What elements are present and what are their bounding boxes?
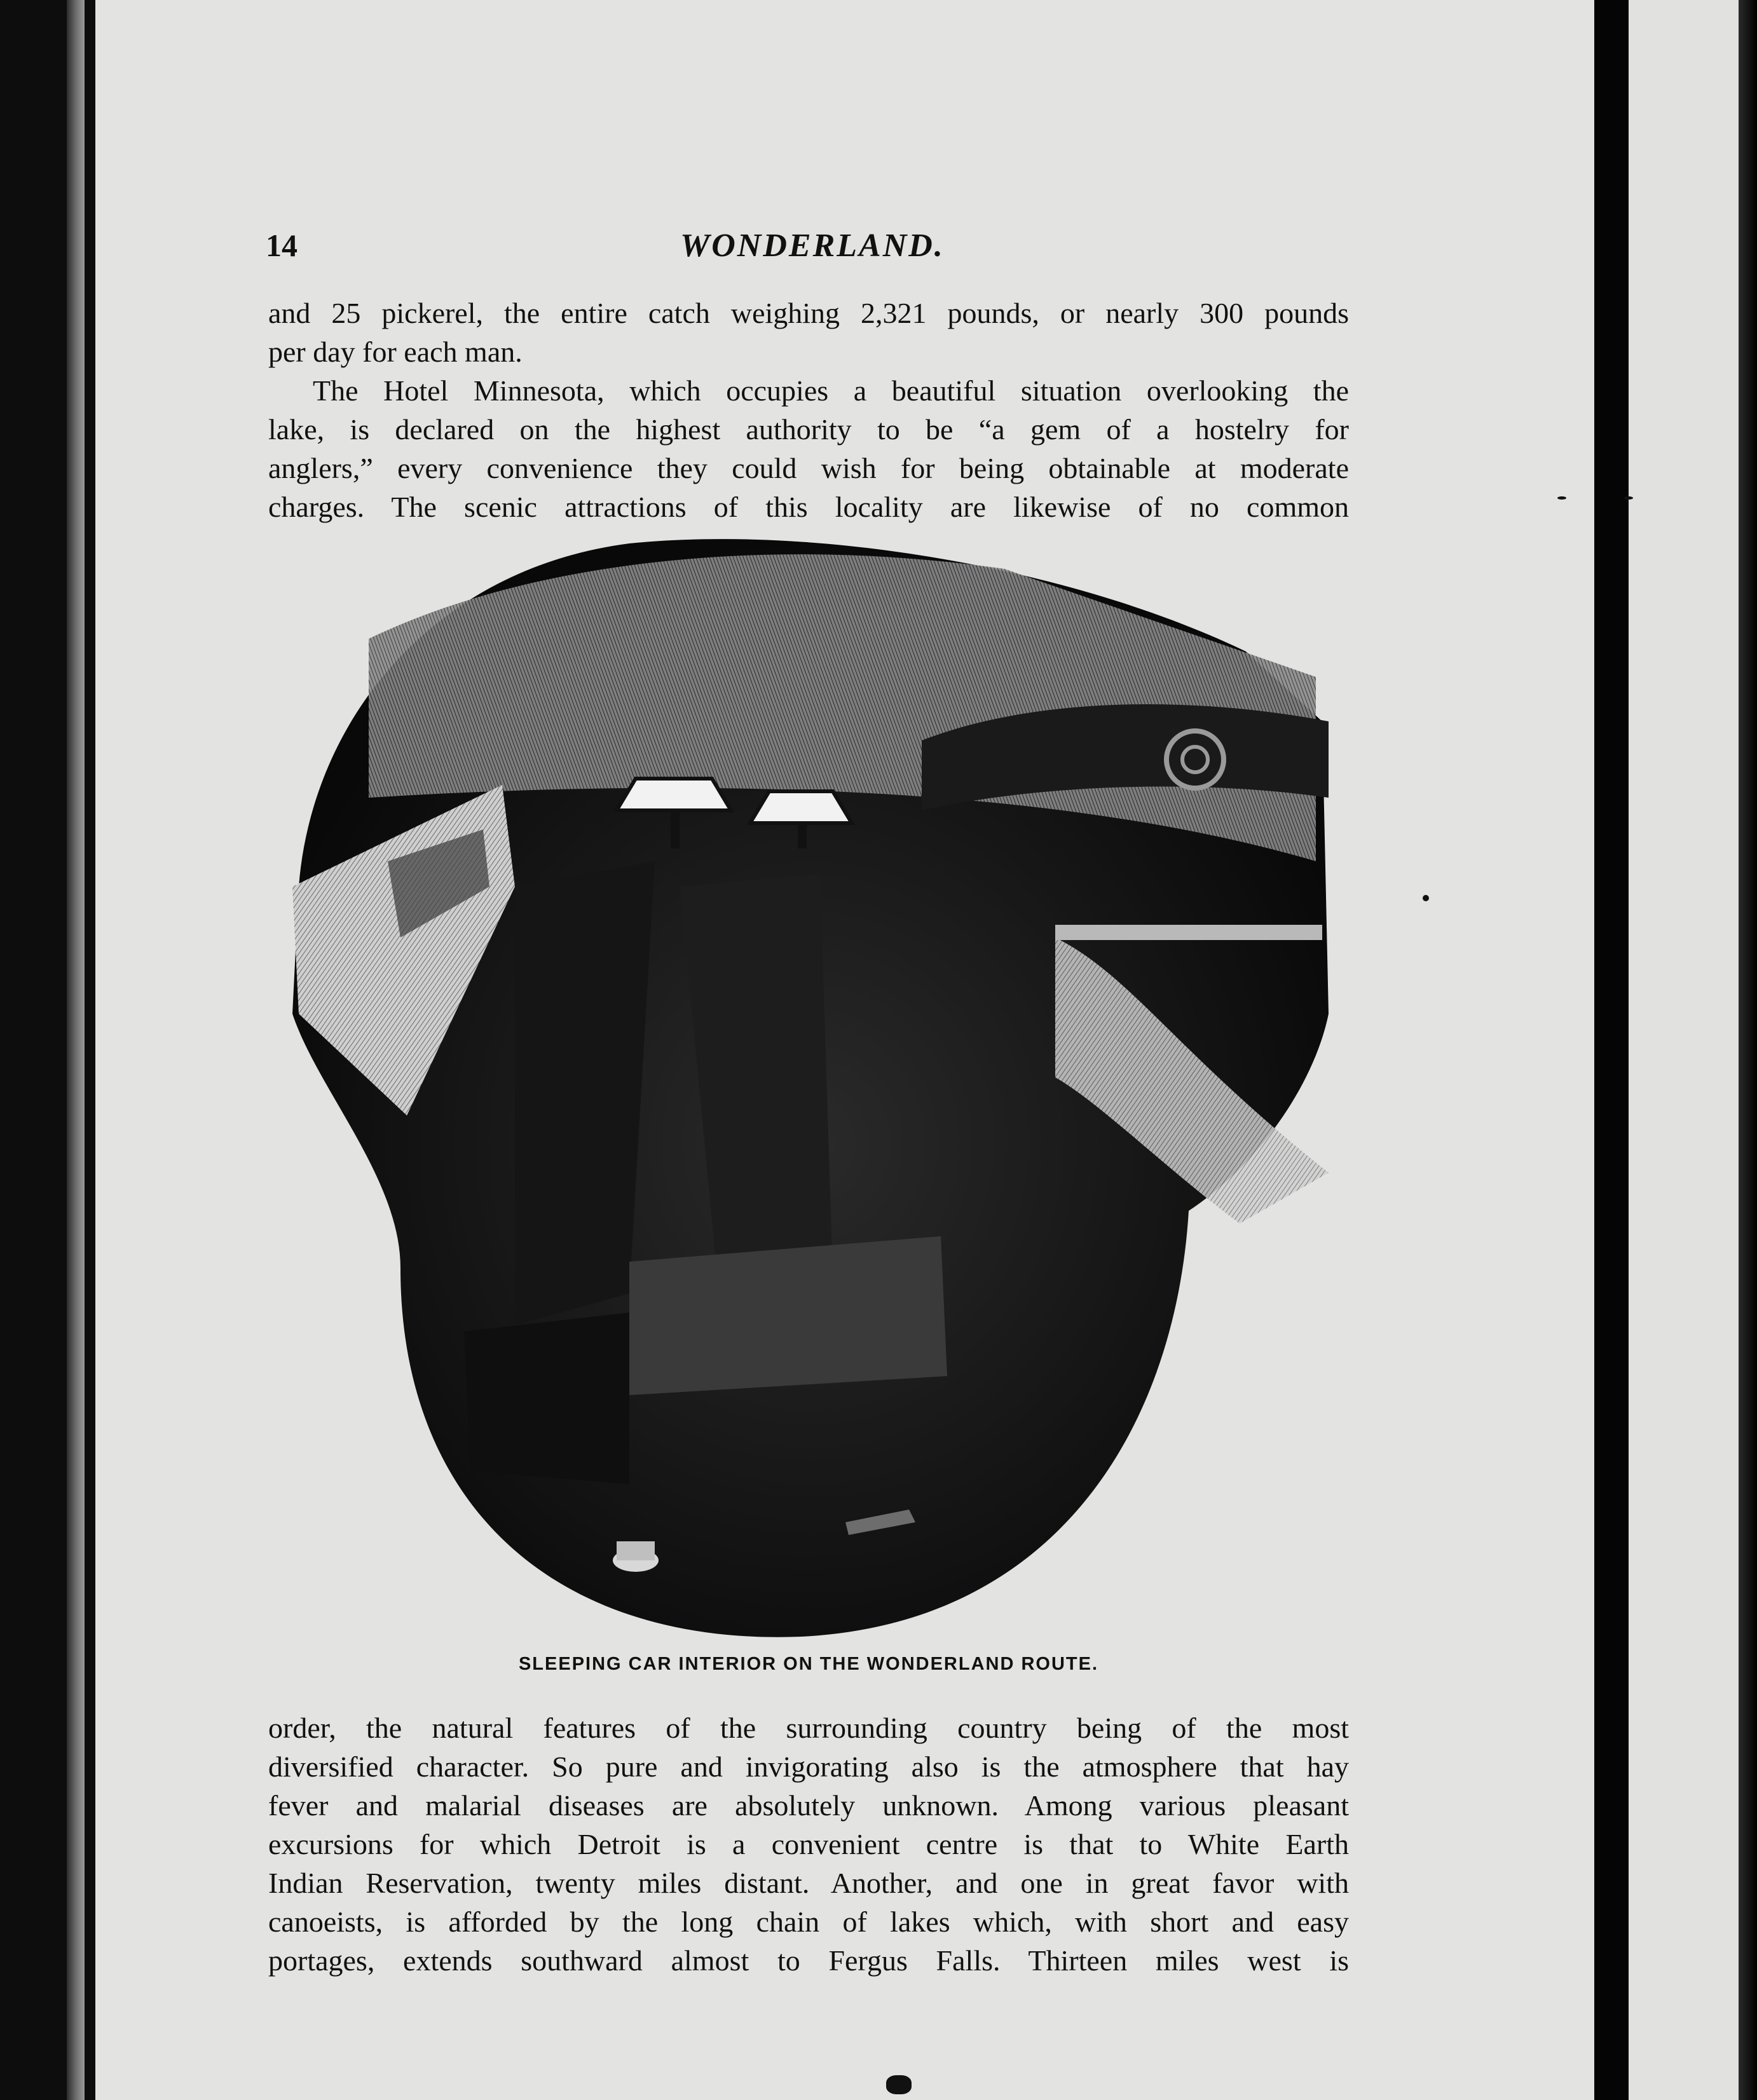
text-line: fever and malarial diseases are absolutely unknown. Among various pleasant (268, 1789, 1349, 1822)
scan-gutter (1594, 0, 1629, 2100)
paragraph (268, 371, 1349, 526)
scan-speck (1423, 895, 1429, 901)
top-text-block (268, 294, 1349, 526)
text-line: excursions for which Detroit is a convenient centre is that to White Earth (268, 1828, 1349, 1860)
bottom-text-block (268, 1708, 1349, 1980)
page-number: 14 (266, 228, 297, 263)
text-line: canoeists, is afforded by the long chain of lakes which, with short and easy (268, 1906, 1349, 1938)
text-line: and 25 pickerel, the entire catch weighing 2,321 pounds, or nearly 300 pounds (268, 297, 1349, 329)
sleeping-car-illustration (273, 531, 1354, 1649)
text-line: lake, is declared on the highest authority to be “a gem of a hostelry for (268, 413, 1349, 446)
text-line: Indian Reservation, twenty miles distant. Another, and one in great favor with (268, 1867, 1349, 1899)
text-line: per day for each man. (268, 336, 523, 368)
scan-speck (886, 2075, 912, 2094)
scan-speck (1557, 496, 1566, 500)
text-line: diversified character. So pure and invigorating also is the atmosphere that hay (268, 1750, 1349, 1783)
scan-right-border (1739, 0, 1757, 2100)
paragraph (268, 294, 1349, 371)
text-line: order, the natural features of the surrounding country being of the most (268, 1712, 1349, 1744)
text-line: anglers,” every convenience they could wish for being obtainable at moderate (268, 452, 1349, 484)
text-line: charges. The scenic attractions of this locality are likewise of no common (268, 491, 1349, 523)
scan-left-border-shade (67, 0, 85, 2100)
paragraph (268, 1708, 1349, 1980)
facing-page-strip (1629, 0, 1757, 2100)
running-title: WONDERLAND. (680, 228, 945, 264)
scan-speck (1624, 496, 1633, 500)
text-line: The Hotel Minnesota, which occupies a beautiful situation overlooking the (313, 374, 1349, 407)
figure-caption: SLEEPING CAR INTERIOR ON THE WONDERLAND ROUTE. (518, 1654, 1099, 1674)
text-line: portages, extends southward almost to Fergus Falls. Thirteen miles west is (268, 1944, 1349, 1977)
